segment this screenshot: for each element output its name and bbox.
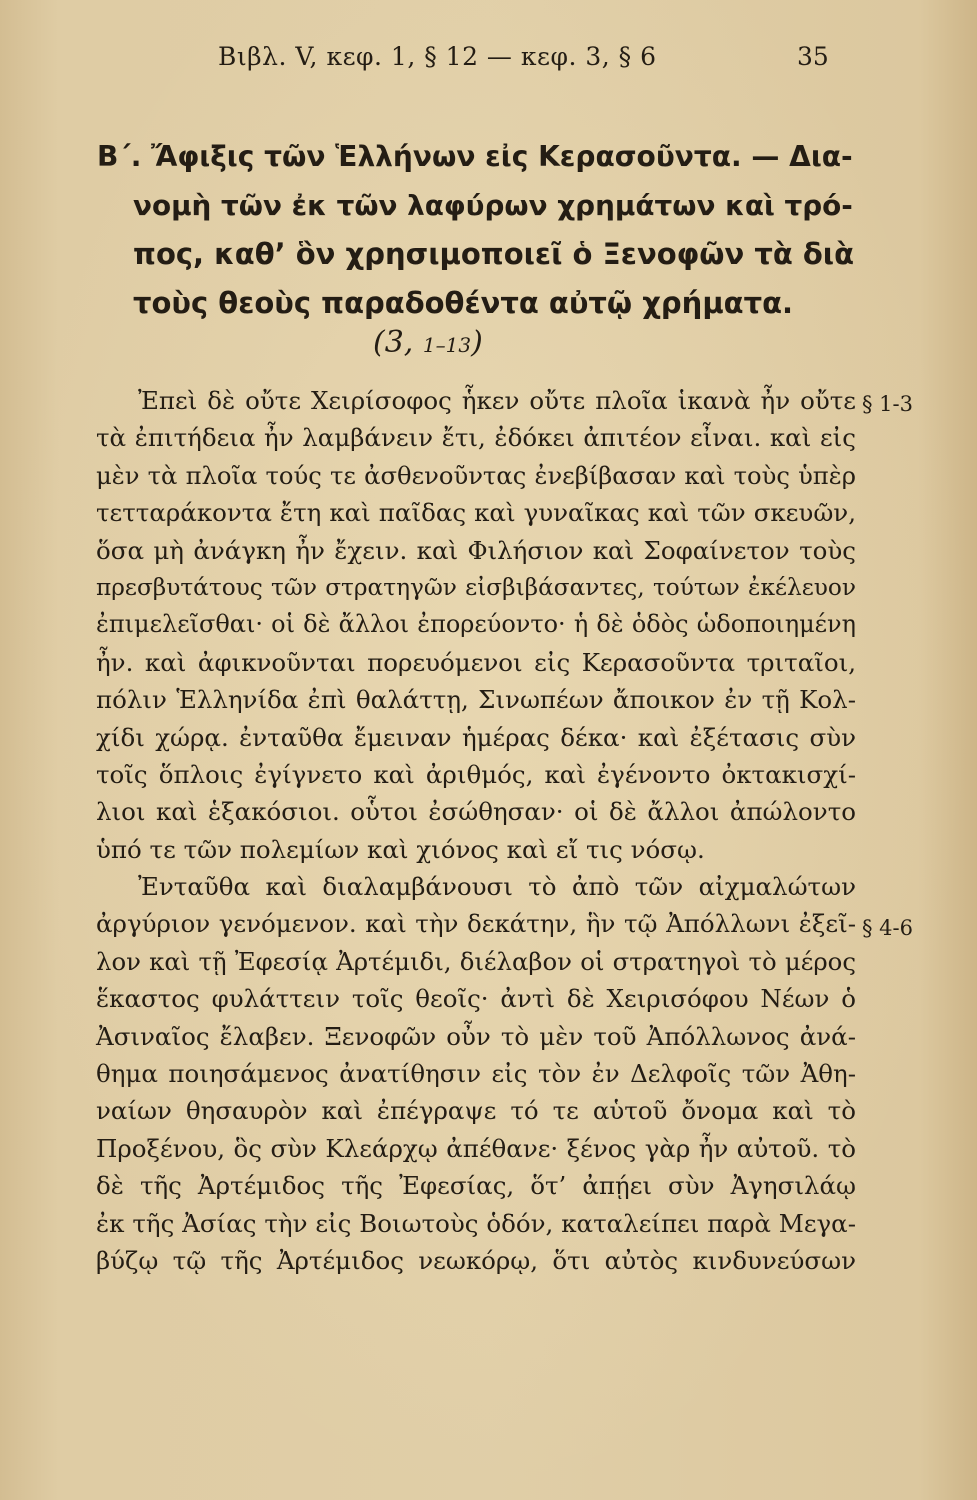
text-line: πρεσβυτάτους τῶν στρατηγῶν εἰσβιβάσαντες, τούτων ἐκέλευον <box>96 573 856 601</box>
text-line: βύζῳ τῷ τῆς Ἀρτέμιδος νεωκόρῳ, ὅτι αὐτὸς κινδυνεύσων <box>96 1245 856 1275</box>
body-text <box>96 382 856 1279</box>
text-line: τοῖς ὅπλοις ἐγίγνετο καὶ ἀριθμός, καὶ ἐγένοντο ὀκτακισχί- <box>96 759 856 789</box>
text-line: τὰ ἐπιτήδεια ἦν λαμβάνειν ἔτι, ἐδόκει ἀπιτέον εἶναι. καὶ εἰς <box>96 423 856 453</box>
running-head: Βιβλ. V, κεφ. 1, § 12 — κεφ. 3, § 6 <box>218 42 657 71</box>
section-range <box>373 325 483 360</box>
section-range-numbers: 1–13 <box>422 333 472 357</box>
section-range-open: (3, <box>373 325 414 360</box>
page-number: 35 <box>797 42 829 71</box>
section-range-close: ) <box>471 325 483 360</box>
text-line: ἐκ τῆς Ἀσίας τὴν εἰς Βοιωτοὺς ὁδόν, καταλείπει παρὰ Μεγα- <box>96 1208 856 1238</box>
text-line: ὑπό τε τῶν πολεμίων καὶ χιόνος καὶ εἴ τις νόσῳ. <box>96 834 705 864</box>
text-line: Ἐπεὶ δὲ οὔτε Χειρίσοφος ἧκεν οὔτε πλοῖα ἱκανὰ ἦν οὔτε <box>138 386 856 415</box>
text-line: δὲ τῆς Ἀρτέμιδος τῆς Ἐφεσίας, ὅτ’ ἀπῄει σὺν Ἀγησιλάῳ <box>96 1171 856 1201</box>
text-line: ναίων θησαυρὸν καὶ ἐπέγραψε τό τε αὑτοῦ ὄνομα καὶ τὸ <box>96 1096 856 1126</box>
text-line: Ἀσιναῖος ἔλαβεν. Ξενοφῶν οὖν τὸ μὲν τοῦ Ἀπόλλωνος ἀνά- <box>96 1021 856 1051</box>
text-line: λον καὶ τῇ Ἐφεσίᾳ Ἀρτέμιδι, διέλαβον οἱ στρατηγοὶ τὸ μέρος <box>96 946 856 976</box>
margin-note-section-1-3: § 1-3 <box>862 392 913 416</box>
chapter-heading-line: πος, καθ’ ὃν χρησιμοποιεῖ ὁ Ξενοφῶν τὰ διὰ <box>133 237 855 271</box>
chapter-heading-line: νομὴ τῶν ἐκ τῶν λαφύρων χρημάτων καὶ τρό- <box>133 189 853 222</box>
text-line: λιοι καὶ ἑξακόσιοι. οὗτοι ἐσώθησαν· οἱ δὲ ἄλλοι ἀπώλοντο <box>96 797 856 827</box>
text-line: ἐπιμελεῖσθαι· οἱ δὲ ἄλλοι ἐπορεύοντο· ἡ δὲ ὁδὸς ὡδοποιημένη <box>96 610 856 639</box>
chapter-heading-line: Β΄. Ἄφιξις τῶν Ἑλλήνων εἰς Κερασοῦντα. — Δια- <box>97 140 853 173</box>
text-line: ὅσα μὴ ἀνάγκη ἦν ἔχειν. καὶ Φιλήσιον καὶ Σοφαίνετον τοὺς <box>96 535 856 565</box>
margin-note-section-4-6: § 4-6 <box>862 916 913 940</box>
text-line: ἀργύριον γενόμενον. καὶ τὴν δεκάτην, ἣν τῷ Ἀπόλλωνι ἐξεῖ- <box>96 909 856 939</box>
text-line: μὲν τὰ πλοῖα τούς τε ἀσθενοῦντας ἐνεβίβασαν καὶ τοὺς ὑπὲρ <box>96 460 856 490</box>
text-line: χίδι χώρᾳ. ἐνταῦθα ἔμειναν ἡμέρας δέκα· καὶ ἐξέτασις σὺν <box>96 722 856 752</box>
text-line: Ἐνταῦθα καὶ διαλαμβάνουσι τὸ ἀπὸ τῶν αἰχμαλώτων <box>138 872 856 902</box>
text-line: ἦν. καὶ ἀφικνοῦνται πορευόμενοι εἰς Κερασοῦντα τριταῖοι, <box>96 647 856 677</box>
text-line: Προξένου, ὃς σὺν Κλεάρχῳ ἀπέθανε· ξένος γὰρ ἦν αὐτοῦ. τὸ <box>96 1133 856 1163</box>
text-line: τετταράκοντα ἔτη καὶ παῖδας καὶ γυναῖκας καὶ τῶν σκευῶν, <box>96 498 856 528</box>
chapter-heading-line: τοὺς θεοὺς παραδοθέντα αὐτῷ χρήματα. <box>133 286 794 320</box>
text-line: ἕκαστος φυλάττειν τοῖς θεοῖς· ἀντὶ δὲ Χειρισόφου Νέων ὁ <box>96 984 856 1014</box>
text-line: θημα ποιησάμενος ἀνατίθησιν εἰς τὸν ἐν Δελφοῖς τῶν Ἀθη- <box>96 1059 856 1089</box>
chapter-heading <box>97 132 857 328</box>
text-line: πόλιν Ἑλληνίδα ἐπὶ θαλάττῃ, Σινωπέων ἄποικον ἐν τῇ Κολ- <box>96 685 856 715</box>
